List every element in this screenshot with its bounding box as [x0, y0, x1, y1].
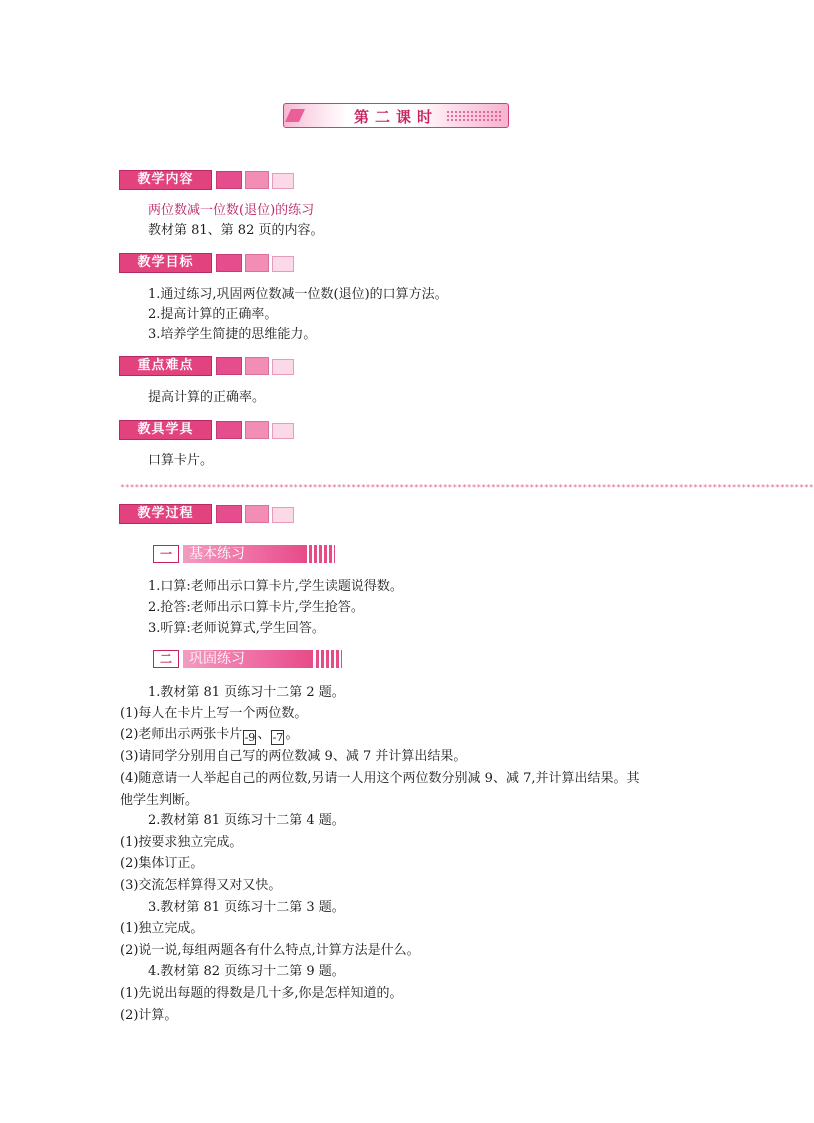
exercise-line: 1.教材第 81 页练习十二第 2 题。: [148, 685, 345, 700]
header-square-decoration: [245, 171, 269, 189]
header-square-decoration: [272, 359, 294, 375]
exercise-line: (1)独立完成。: [120, 921, 204, 936]
exercise-line: (2)计算。: [120, 1008, 178, 1023]
section-header-content: [119, 170, 295, 190]
asterisk-divider: ************************************************************************************************************************************************: [120, 483, 814, 492]
process-part-1-header: [153, 545, 335, 563]
exercise-line: 他学生判断。: [120, 793, 199, 808]
exercise-line: (1)先说出每题的得数是几十多,你是怎样知道的。: [120, 986, 403, 1001]
process-part-2-header: [153, 650, 342, 668]
number-card: -7: [272, 731, 284, 744]
exercise-line: 2.教材第 81 页练习十二第 4 题。: [148, 813, 345, 828]
header-square-decoration: [272, 256, 294, 272]
content-pages: 教材第 81、第 82 页的内容。: [148, 223, 324, 238]
part-title: 基本练习: [183, 545, 307, 563]
header-stripe-decoration: [316, 650, 342, 668]
header-square-decoration: [216, 421, 242, 439]
header-square-decoration: [245, 505, 269, 523]
section-header-objectives: [119, 253, 295, 273]
section-label: 教具学具: [119, 420, 212, 440]
card-separator: 、: [257, 727, 271, 742]
section-header-tools: [119, 420, 295, 440]
header-square-decoration: [272, 173, 294, 189]
header-square-decoration: [245, 254, 269, 272]
lesson-title-banner: [283, 103, 509, 128]
exercise-line: (3)交流怎样算得又对又快。: [120, 878, 282, 893]
exercise-line: (1)按要求独立完成。: [120, 835, 243, 850]
exercise-line: (2)说一说,每组两题各有什么特点,计算方法是什么。: [120, 943, 420, 958]
objective-item: 3.培养学生简捷的思维能力。: [148, 327, 317, 342]
header-square-decoration: [216, 254, 242, 272]
objective-item: 1.通过练习,巩固两位数减一位数(退位)的口算方法。: [148, 287, 448, 302]
exercise-line: (2)集体订正。: [120, 856, 204, 871]
number-card: -9: [244, 731, 256, 744]
header-square-decoration: [245, 421, 269, 439]
exercise-line-with-cards: [120, 726, 298, 745]
exercise-line: 4.教材第 82 页练习十二第 9 题。: [148, 964, 345, 979]
content-topic[interactable]: 两位数减一位数(退位)的练习: [148, 203, 315, 218]
header-square-decoration: [272, 423, 294, 439]
section-label: 教学内容: [119, 170, 212, 190]
part-number: 一: [153, 545, 179, 563]
key-point-text: 提高计算的正确率。: [148, 390, 266, 405]
exercise-line: 2.抢答:老师出示口算卡片,学生抢答。: [148, 600, 364, 615]
part-title: 巩固练习: [183, 650, 313, 668]
exercise-text: (2)老师出示两张卡片: [120, 727, 243, 742]
exercise-line: 3.教材第 81 页练习十二第 3 题。: [148, 900, 345, 915]
part-number: 二: [153, 650, 179, 668]
lesson-title: 第二课时: [353, 108, 438, 126]
section-label: 重点难点: [119, 356, 212, 376]
header-square-decoration: [216, 505, 242, 523]
exercise-line: 1.口算:老师出示口算卡片,学生读题说得数。: [148, 579, 403, 594]
header-square-decoration: [245, 357, 269, 375]
section-header-process: [119, 504, 295, 524]
header-stripe-decoration: [309, 545, 335, 563]
section-label: 教学目标: [119, 253, 212, 273]
header-square-decoration: [216, 357, 242, 375]
exercise-line: 3.听算:老师说算式,学生回答。: [148, 621, 325, 636]
exercise-line: (3)请同学分别用自己写的两位数减 9、减 7 并计算出结果。: [120, 749, 467, 764]
objective-item: 2.提高计算的正确率。: [148, 307, 278, 322]
section-header-key-points: [119, 356, 295, 376]
line-end: 。: [285, 727, 299, 742]
tools-text: 口算卡片。: [148, 453, 214, 468]
section-label: 教学过程: [119, 504, 212, 524]
header-square-decoration: [216, 171, 242, 189]
exercise-line: (1)每人在卡片上写一个两位数。: [120, 706, 308, 721]
exercise-line: (4)随意请一人举起自己的两位数,另请一人用这个两位数分别减 9、减 7,并计算出结果。其: [120, 771, 640, 786]
header-square-decoration: [272, 507, 294, 523]
